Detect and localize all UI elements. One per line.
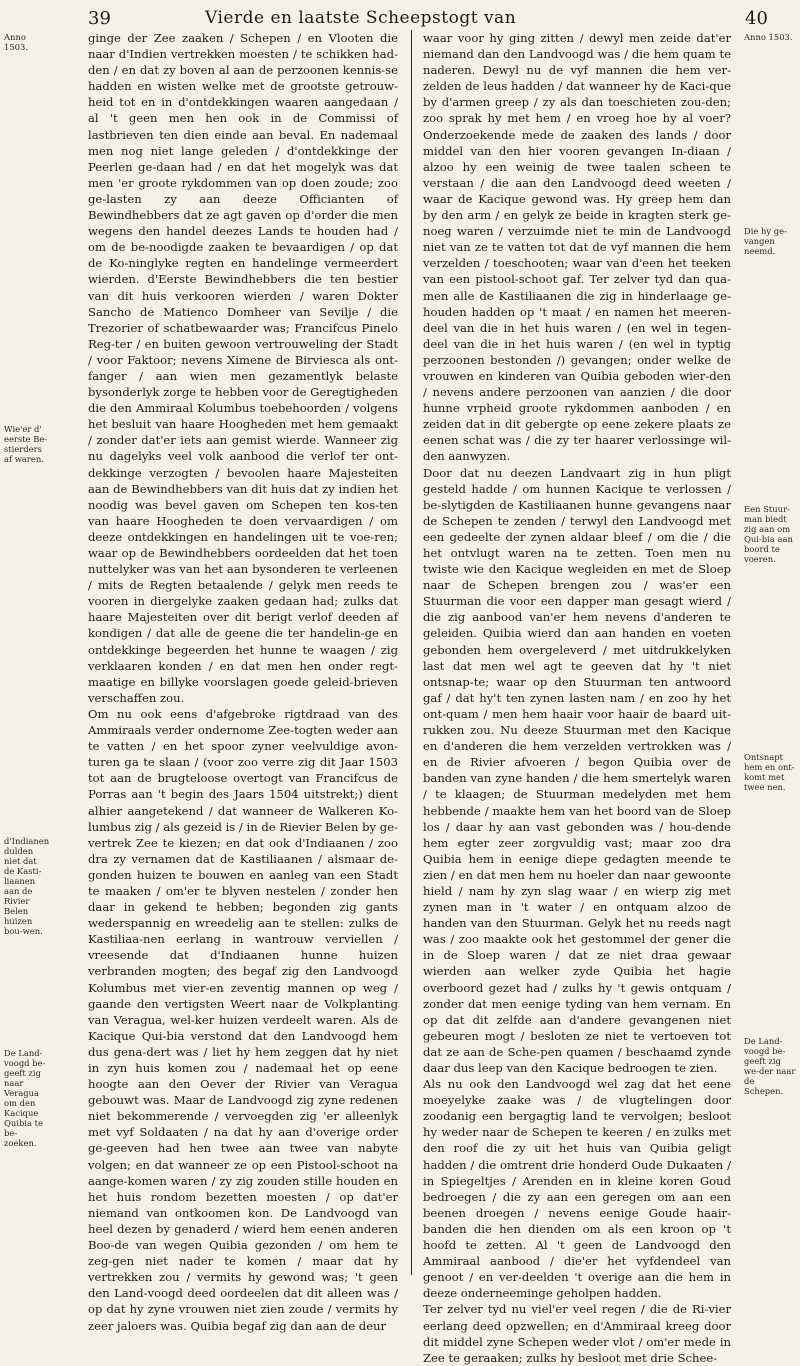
margin-note-gevangen: Die hy ge-vangen neemd. (744, 226, 787, 256)
paragraph: Ter zelver tyd nu viel'er veel regen / die de Ri-vier eerlang deed opzwellen; en d'Ammiraal kreeg door dit middel zyne Schepen weder vlot / om'er mede in Zee te geraaken; zulks hy besloot met drie Schee- (423, 1302, 731, 1365)
column-divider (411, 30, 412, 1275)
margin-note-landvoogd-schepen: De Land-voogd be-geeft zig we-der naar de Schepen. (744, 1036, 796, 1096)
page-number-right: 40 (745, 8, 768, 29)
paragraph: Door dat nu deezen Landvaart zig in hun pligt gesteld hadde / om hunnen Kacique te verlossen / be-slytigden de Kastiliaanen hunne gevangens naar de Schepen te zenden / terwyl den Landvoogd met een gedeelte der zynen aldaar bleef / om die / die het ontvlugt waren na te zetten. Toen men nu twiste wie den Kacique wegleiden en met de Sloep naar de Schepen brengen zou / was'er een Stuurman die voor een dapper man gesagt wierd / die zig aanbood van'er hem nevens d'anderen te geleiden. Quibia wierd dan aan handen en voeten gebonden hem overgeleverd / met uitdrukkelyken last dat men wel agt te geeven dat hy 't niet ontsnap-te; waar op den Stuurman ten antwoord gaf / dat hy't ten zynen lasten nam / en zoo hy het ont-quam / men hem haair voor haair de baard uit-rukken zou. Nu deeze Stuurman met den Kacique en d'anderen die hem verzelden vertrokken was / en de Rivier afvoeren / begon Quibia over de banden van zyne handen / die hem smertelyk waren / te klaagen; de Stuurman medelyden met hem hebbende / maakte hem van het boord van de Sloep los / daar hy aan vast gebonden was / hou-dende hem egter zeer zorgvuldig vast; maar zoo dra Quibia hem in eenige diepe gedagten meende te zien / en dat men hem nu hoeler dan naar gewoonte hield / nam hy zyn slag waar / en wierp zig met zynen man in 't water / en ontquam alzoo de handen van den Stuurman. Gelyk het nu reeds nagt was / zoo maakte ook het gestommel der gener die in de Sloep waren / dat ze niet draa gewaar wierden aan welker zyde Quibia het hagie overboord gezet had / zulks hy 't gewis ontquam / zonder dat men eenige tyding van hem vernam. En op dat dit zelfde aan d'andere gevangenen niet gebeuren mogt / besloten ze niet te vertoeven tot dat ze aan de Sche-pen quamen / beschaamd zynde daar dus leep van den Kacique bedroogen te zien. (423, 465, 731, 1075)
page-number-left: 39 (88, 8, 111, 29)
margin-note-indianen: d'Indianen dulden niet dat de Kasti-liaanen aan de Rivier Belen huizen bou-wen. (4, 836, 50, 936)
margin-note-landvoogd-veragua: De Land-voogd be-geeft zig naar Veragua om den Kacique Quibia te be-zoeken. (4, 1048, 46, 1148)
paragraph: waar voor hy ging zitten / dewyl men zeide dat'er niemand dan den Landvoogd was / die hem quam te naderen. Dewyl nu de vyf mannen die hem ver-zelden de leus hadden / dat wanneer hy de Kaci-que by d'armen greep / zy als dan toeschieten zou-den; zoo sprak hy met hem / en vroeg hoe hy al voer? Onderzoekende mede de zaaken des lands / door middel van den hier vooren gevangen In-diaan / alzoo hy een weinig de twee taalen scheen te verstaan / die aan den Landvoogd deed weeten / waar de Kacique gewond was. Hy greep hem dan by den arm / en gelyk ze beide in kragten sterk ge-noeg waren / verzuimde niet te min de Landvoogd niet van ze te vatten tot dat de vyf mannen die hem verzelden / toeschooten; waar van d'een het teeken van een pistool-schoot gaf. Ter zelver tyd dan qua-men alle de Kastiliaanen die zig in hinderlaage ge-houden hadden op 't maat / en namen het meeren-deel van die in het huis waren / (en wel in tegen-deel van die in het huis waren / (en wel in typtig perzoonen bestonden /) gevangen; onder welke de vrouwen en kinderen van Quibia geboden wier-den / nevens andere perzoonen van aanzien / die door hunne vrpheid groote rykdommen aanboden / en zeiden dat in dit gebergte op eene zekere plaats ze eenen schat was / die zy ter haarer verlossinge wil-den aanwyzen. (423, 31, 731, 464)
margin-note-stuurman: Een Stuur-man biedt zig aan om Qui-bia aan boord te voeren. (744, 504, 793, 564)
running-head: Vierde en laatste Scheepstogt van (205, 8, 517, 28)
paragraph: Als nu ook den Landvoogd wel zag dat het eene moeyelyke zaake was / de vlugtelingen door zoodanig een bergagtig land te vervolgen; besloot hy weder naar de Schepen te keeren / en zulks met den roof die zy uit het huis van Quibia geligt hadden / die omtrent drie honderd Oude Dukaaten / in Spiegeltjes / Arenden en in kleine koren Goud bedroegen / die zy aan een geregen om aan een beenen droegen / nevens eenige Goude haair-banden die hen dienden om als een kroon op 't hoofd te zetten. Al 't geen de Landvoogd den Ammiraal aanbood / die'er het vyfdendeel van genoot / en ver-deelden 't overige aan die hem in deeze onderneeminge geholpen hadden. (423, 1077, 731, 1301)
left-column (88, 30, 398, 1334)
paragraph: Om nu ook eens d'afgebroke rigtdraad van des Ammiraals verder ondernome Zee-togten weder aan te vatten / en het spoor zyner veelvuldige avon-turen ga te slaan / (voor zoo verre zig dit Jaar 1503 tot aan de brugteloose overtogt van Francifcus de Porras aan 't begin des Jaars 1504 uitstrekt;) dient alhier aangetekend / dat wanneer de Walkeren Ko-lumbus zig / als gezeid is / in de Rievier Belen by ge-vertrek Zee te kiezen; en dat ook d'Indiaanen / zoo dra zy vernamen dat de Kastiliaanen / alsmaar de-gonden huizen te bouwen en aanleg van een Stadt te maaken / om'er te blyven nestelen / zonder hen daar in gekend te hebben; begonden zig gants wederspannig en wreedelig aan te stellen: zulks de Kastiliaa-nen eerlang in wantrouw verviellen / vreesende dat d'Indiaanen hunne huizen verbranden mogten; des begaf zig den Landvoogd Kolumbus met vier-en zeventig mannen op weg / gaande den vertigsten Weert naar de Volkplanting van Veragua, wel-ker huizen verdeelt waren. Als de Kacique Qui-bia verstond dat den Landvoogd hem dus gena-dert was / liet hy hem zeggen dat hy niet in zyn huis komen zou / nademaal het op eene hoogte aan den Oever der Rivier van Veragua gebouwt was. Maar de Landvoogd zig zyne redenen niet bekommerende / vervoegden zig 'er alleenlyk met vyf Soldaaten / na dat hy aan d'overige order ge-geeven had hen twee aan twee van nabyte volgen; en dat wanneer ze op een Pistool-schoot na aange-komen waren / zy zig zouden stille houden en het huis rondom bezetten moesten / op dat'er niemand van ontkoomen kon. De Landvoogd van heel dezen by genaderd / wierd hem eenen anderen Boo-de van wegen Quibia gezonden / om hem te zeg-gen niet nader te komen / maar dat hy vertrekken zou / vermits hy gewond was; 't geen den Land-voogd deed oordeelen dat dit alleen was / op dat hy zyne vrouwen niet zien zoude / vermits hy zeer jaloers was. Quibia begaf zig dan aan de deur (88, 706, 398, 1333)
margin-note-eerste-bestierders: Wie'er d' eerste Be-stierders af waren. (4, 424, 48, 464)
page-header (0, 6, 800, 30)
paragraph: ginge der Zee zaaken / Schepen / en Vlooten die naar d'Indien vertrekken moesten / te schikken had-den / en dat zy boven al aan de perzoonen kennis-se hadden en wisten welke met de grootste getrouw-heid tot en in d'ontdekkingen waaren aangedaan / al 't geen men hen ook in de Commissi of lastbrieven ten dien einde aan beval. En nademaal men nog niet lange geleden / d'ontdekkinge der Peerlen ge-daan had / en dat het mogelyk was dat men 'er groote rykdommen van op doen zoude; zoo ge-lasten zy aan deeze Officianten of Bewindhebbers dat ze agt gaven op d'order die men wegens den handel deezes Lands te houden had / om de be-noodigde zaaken te bevaardigen / op dat de Ko-ninglyke regten en handelinge vermeerdert wierden. d'Eerste Bewindhebbers die ten bestier van dit huis verkooren wierden / waren Dokter Sancho de Matienco Domheer van Sevilje / die Trezorier of schatbewaarder was; Francifcus Pinelo Reg-ter / en buiten gewoon vertrouweling der Stadt / voor Faktoor; nevens Ximene de Birviesca als ont-fanger / aan wien men gezamentlyk belaste bysonderlyk zorge te hebben voor de Geregtigheden die den Ammiraal Kolumbus toebehoorden / volgens het besluit van haare Hoogheden met hem gemaakt / zonder dat'er iets aan gemist wierde. Wanneer zig nu dagelyks veel volk aanbood die verlof ter ont-dekkinge verzogten / bevoolen haare Majesteiten aan de Bewindhebbers van dit huis dat zy indien het noodig was bevel gaven om Schepen ten kos-ten van haare Hoogheden te doen vervaardigen / om deeze ontdekkingen en handelingen uit te voe-ren; waar op de Bewindhebbers oordeelden dat het toen nuttelyker was van het aan bysonderen te verleenen / mits de Regten betaalende / gelyk men reeds te vooren in diergelyke zaaken gedaan had; zulks dat haare Majesteiten over dit berigt verlof deeden af kondigen / dat alle de geene die ter handelin-ge en ontdekkinge begeerden het hunne te waagen / zig verklaaren konden / en dat men hen onder regt-maatige en billyke voorslagen goede geleid-brieven verschaffen zou. (88, 31, 398, 705)
margin-note-year-left: Anno 1503. (4, 32, 28, 52)
margin-note-year-right: Anno 1503. (744, 32, 793, 42)
right-column (423, 30, 731, 1366)
margin-note-ontsnapt: Ontsnapt hem en ont-komt met twee nen. (744, 752, 795, 792)
